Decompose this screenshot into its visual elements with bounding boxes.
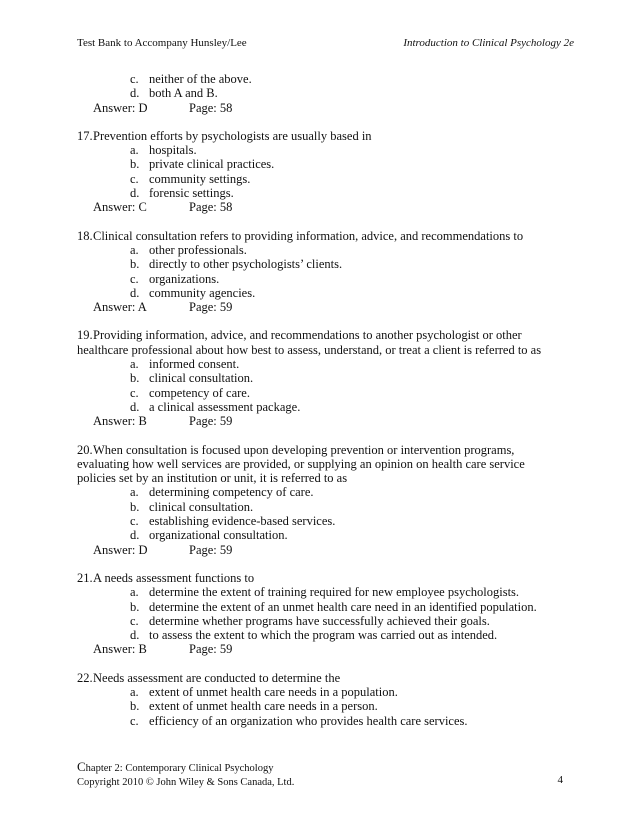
question-number: 19. — [77, 328, 93, 343]
option-letter: d. — [130, 285, 140, 300]
option-text: community agencies. — [149, 285, 256, 300]
option-text: hospitals. — [149, 143, 197, 158]
option-c — [77, 386, 577, 400]
option-text: directly to other psychologists’ clients. — [149, 257, 343, 272]
option-letter: a. — [130, 242, 139, 257]
option-a — [77, 585, 577, 599]
option-letter: d. — [130, 86, 140, 101]
option-letter: b. — [130, 257, 140, 272]
footer-chapter-initial: C — [77, 759, 86, 774]
option-d — [77, 186, 577, 200]
answer-line — [77, 300, 577, 314]
answer-line — [77, 101, 577, 115]
option-text: determining competency of care. — [149, 485, 314, 500]
answer-line — [77, 642, 577, 656]
option-letter: c. — [130, 713, 139, 728]
answer-key: Answer: A — [93, 300, 147, 315]
option-a — [77, 243, 577, 257]
option-text: organizations. — [149, 271, 220, 286]
option-letter: a. — [130, 485, 139, 500]
option-text: determine whether programs have successfully achieved their goals. — [149, 613, 490, 628]
question-stem — [77, 443, 577, 486]
answer-line — [77, 543, 577, 557]
page-footer — [77, 760, 563, 789]
option-letter: d. — [130, 628, 140, 643]
option-text: clinical consultation. — [149, 371, 254, 386]
option-text: a clinical assessment package. — [149, 399, 301, 414]
question-stem — [77, 328, 577, 357]
option-letter: c. — [130, 385, 139, 400]
question-text-line: evaluating how well services are provided, or supplying an opinion on health care service — [77, 456, 525, 471]
question-number: 22. — [77, 670, 93, 685]
option-a — [77, 143, 577, 157]
spacer — [77, 314, 577, 328]
spacer — [77, 215, 577, 229]
question-stem — [77, 671, 577, 685]
footer-page-number: 4 — [557, 773, 563, 786]
option-text: establishing evidence-based services. — [149, 514, 336, 529]
carryover-block — [77, 72, 577, 115]
option-letter: a. — [130, 684, 139, 699]
answer-key: Answer: D — [93, 542, 148, 557]
answer-key: Answer: B — [93, 414, 147, 429]
question-text-line: healthcare professional about how best to assess, understand, or treat a client is referred to as — [77, 342, 542, 357]
answer-line — [77, 414, 577, 428]
page-ref: Page: 58 — [189, 100, 233, 115]
option-text: extent of unmet health care needs in a person. — [149, 699, 378, 714]
option-text: informed consent. — [149, 357, 240, 372]
option-d — [77, 628, 577, 642]
option-text: clinical consultation. — [149, 499, 254, 514]
option-c — [77, 514, 577, 528]
option-b — [77, 600, 577, 614]
option-letter: b. — [130, 699, 140, 714]
option-text: forensic settings. — [149, 186, 234, 201]
question-block — [77, 671, 577, 728]
question-block — [77, 328, 577, 428]
question-stem — [77, 229, 577, 243]
question-text-line: Prevention efforts by psychologists are usually based in — [93, 128, 372, 143]
option-letter: d. — [130, 399, 140, 414]
running-header-right: Introduction to Clinical Psychology 2e — [403, 37, 574, 49]
option-letter: c. — [130, 613, 139, 628]
option-c — [77, 714, 577, 728]
option-letter: c. — [130, 514, 139, 529]
question-block — [77, 571, 577, 657]
footer-chapter-text: hapter 2: Contemporary Clinical Psychology — [85, 763, 274, 774]
option-letter: b. — [130, 599, 140, 614]
option-b — [77, 699, 577, 713]
option-b — [77, 157, 577, 171]
question-text-line: When consultation is focused upon developing prevention or intervention programs, — [93, 442, 515, 457]
option-text: community settings. — [149, 171, 251, 186]
option-text: competency of care. — [149, 385, 250, 400]
option-letter: a. — [130, 357, 139, 372]
page-ref: Page: 59 — [189, 542, 233, 557]
option-c — [77, 272, 577, 286]
question-number: 21. — [77, 570, 93, 585]
option-letter: b. — [130, 157, 140, 172]
option-letter: c. — [130, 171, 139, 186]
option-letter: a. — [130, 143, 139, 158]
option-text: determine the extent of an unmet health care need in an identified population. — [149, 599, 537, 614]
option-text: private clinical practices. — [149, 157, 275, 172]
question-number: 20. — [77, 442, 93, 457]
option-a — [77, 357, 577, 371]
option-text: both A and B. — [149, 86, 218, 101]
page-ref: Page: 59 — [189, 642, 233, 657]
option-d — [77, 400, 577, 414]
question-stem — [77, 129, 577, 143]
option-d — [77, 86, 577, 100]
spacer — [77, 557, 577, 571]
option-text: neither of the above. — [149, 72, 252, 86]
option-b — [77, 371, 577, 385]
answer-key: Answer: D — [93, 100, 148, 115]
option-d — [77, 286, 577, 300]
question-text-line: Needs assessment are conducted to determine the — [93, 670, 341, 685]
option-a — [77, 685, 577, 699]
spacer — [77, 657, 577, 671]
spacer — [77, 429, 577, 443]
option-text: extent of unmet health care needs in a population. — [149, 684, 398, 699]
question-stem — [77, 571, 577, 585]
question-block — [77, 129, 577, 215]
question-number: 17. — [77, 128, 93, 143]
question-text-line: Providing information, advice, and recommendations to another psychologist or other — [93, 328, 522, 343]
option-letter: a. — [130, 585, 139, 600]
question-number: 18. — [77, 228, 93, 243]
option-letter: b. — [130, 499, 140, 514]
question-text-line: policies set by an institution or unit, it is referred to as — [77, 471, 348, 486]
question-block — [77, 229, 577, 315]
option-text: other professionals. — [149, 242, 247, 257]
option-b — [77, 500, 577, 514]
option-letter: d. — [130, 528, 140, 543]
spacer — [77, 115, 577, 129]
option-a — [77, 485, 577, 499]
option-letter: b. — [130, 371, 140, 386]
answer-key: Answer: C — [93, 200, 147, 215]
option-text: organizational consultation. — [149, 528, 288, 543]
answer-key: Answer: B — [93, 642, 147, 657]
running-header-left: Test Bank to Accompany Hunsley/Lee — [77, 37, 247, 49]
question-list — [77, 115, 577, 728]
option-letter: c. — [130, 72, 139, 86]
question-text-line: Clinical consultation refers to providing information, advice, and recommendations to — [93, 228, 524, 243]
page-ref: Page: 58 — [189, 200, 233, 215]
question-text-line: A needs assessment functions to — [93, 570, 255, 585]
answer-line — [77, 200, 577, 214]
option-b — [77, 257, 577, 271]
question-body — [77, 72, 577, 728]
option-d — [77, 528, 577, 542]
option-letter: d. — [130, 186, 140, 201]
option-c — [77, 614, 577, 628]
option-letter: c. — [130, 271, 139, 286]
option-text: determine the extent of training required for new employee psychologists. — [149, 585, 520, 600]
option-c — [77, 72, 577, 86]
page-ref: Page: 59 — [189, 414, 233, 429]
option-c — [77, 172, 577, 186]
question-block — [77, 443, 577, 557]
option-text: to assess the extent to which the program was carried out as intended. — [149, 628, 498, 643]
page-ref: Page: 59 — [189, 300, 233, 315]
footer-chapter — [77, 760, 563, 776]
footer-copyright: Copyright 2010 © John Wiley & Sons Canada, Ltd. — [77, 776, 295, 788]
option-text: efficiency of an organization who provides health care services. — [149, 713, 468, 728]
